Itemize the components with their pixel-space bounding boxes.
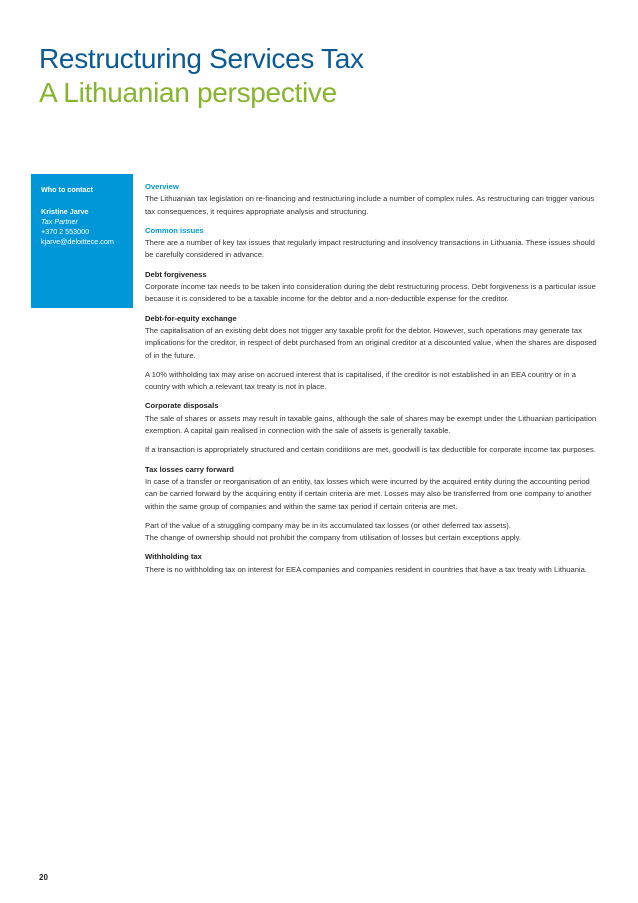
debt-for-equity-section bbox=[145, 313, 600, 362]
corporate-disposals-heading: Corporate disposals bbox=[145, 401, 219, 411]
contact-heading: Who to contact bbox=[41, 185, 93, 194]
tax-losses-text: In case of a transfer or reorganisation of an entity, tax losses which were incurred by the acquired entity during the accounting period can be carried forward by the acquiring entity if certain criteria are met. Losses may also be transferred from one company to another within the same group of companies and within the same tax period if certain criteria are met. bbox=[145, 476, 592, 511]
withholding-tax-heading: Withholding tax bbox=[145, 552, 202, 562]
common-issues-text: There are a number of key tax issues that regularly impact restructuring and insolvency transactions in Lithuania. These issues should be carefully considered in advance. bbox=[145, 238, 595, 260]
contact-phone: +370 2 553000 bbox=[41, 227, 90, 236]
page-title bbox=[39, 42, 364, 110]
contact-role: Tax Partner bbox=[41, 217, 78, 226]
tax-losses-paragraph-2 bbox=[145, 520, 600, 545]
contact-email[interactable]: kjarve@deloittece.com bbox=[41, 237, 114, 246]
overview-text: The Lithuanian tax legislation on re-financing and restructuring include a number of complex rules. As restructuring can trigger various tax consequences, it requires appropriate analysis and structuring. bbox=[145, 194, 595, 216]
debt-forgiveness-text: Corporate income tax needs to be taken into consideration during the debt restructuring process. Debt forgiveness is a particular issue because it is considered to be a taxable income for the debtor and a non-deductible expense for the creditor. bbox=[145, 282, 596, 304]
corporate-disposals-section bbox=[145, 400, 600, 437]
debt-forgiveness-heading: Debt forgiveness bbox=[145, 269, 207, 279]
withholding-accrued-paragraph: A 10% withholding tax may arise on accrued interest that is capitalised, if the creditor is not established in an EEA country or in a country with which a relevant tax treaty is not in place. bbox=[145, 369, 576, 392]
debt-forgiveness-section bbox=[145, 269, 600, 306]
tax-losses-heading: Tax losses carry forward bbox=[145, 464, 234, 474]
tax-losses-section bbox=[145, 464, 600, 513]
debt-for-equity-heading: Debt-for-equity exchange bbox=[145, 313, 237, 323]
common-issues-section bbox=[145, 225, 600, 262]
contact-box bbox=[31, 174, 133, 308]
withholding-tax-section bbox=[145, 551, 600, 576]
common-issues-heading: Common issues bbox=[145, 225, 204, 235]
page-number: 20 bbox=[39, 873, 48, 882]
overview-section bbox=[145, 181, 600, 218]
contact-name: Kristine Jarve bbox=[41, 207, 89, 216]
tax-losses-text-2a: Part of the value of a struggling company may be in its accumulated tax losses (or other deferred tax assets). bbox=[145, 520, 511, 530]
goodwill-paragraph: If a transaction is appropriately structured and certain conditions are met, goodwill is tax deductible for corporate income tax purposes. bbox=[145, 445, 596, 455]
overview-heading: Overview bbox=[145, 182, 179, 191]
corporate-disposals-text: The sale of shares or assets may result in taxable gains, although the sale of shares may be exempt under the Lithuanian participation exemption. A capital gain realised in connection with the sale of assets is generally taxable. bbox=[145, 413, 597, 436]
withholding-tax-text: There is no withholding tax on interest for EEA companies and companies resident in countries that have a tax treaty with Lithuania. bbox=[145, 564, 587, 574]
title-line-2: A Lithuanian perspective bbox=[39, 77, 337, 108]
tax-losses-text-2b: The change of ownership should not prohibit the company from utilisation of losses but certain exceptions apply. bbox=[145, 533, 521, 543]
main-content bbox=[145, 181, 600, 583]
debt-for-equity-text: The capitalisation of an existing debt does not trigger any taxable profit for the debtor. However, such operations may generate tax implications for the creditor, in respect of debt purchased from an original creditor at a discounted value, when the shares are disposed of in the future. bbox=[145, 325, 597, 360]
title-line-1: Restructuring Services Tax bbox=[39, 43, 364, 74]
